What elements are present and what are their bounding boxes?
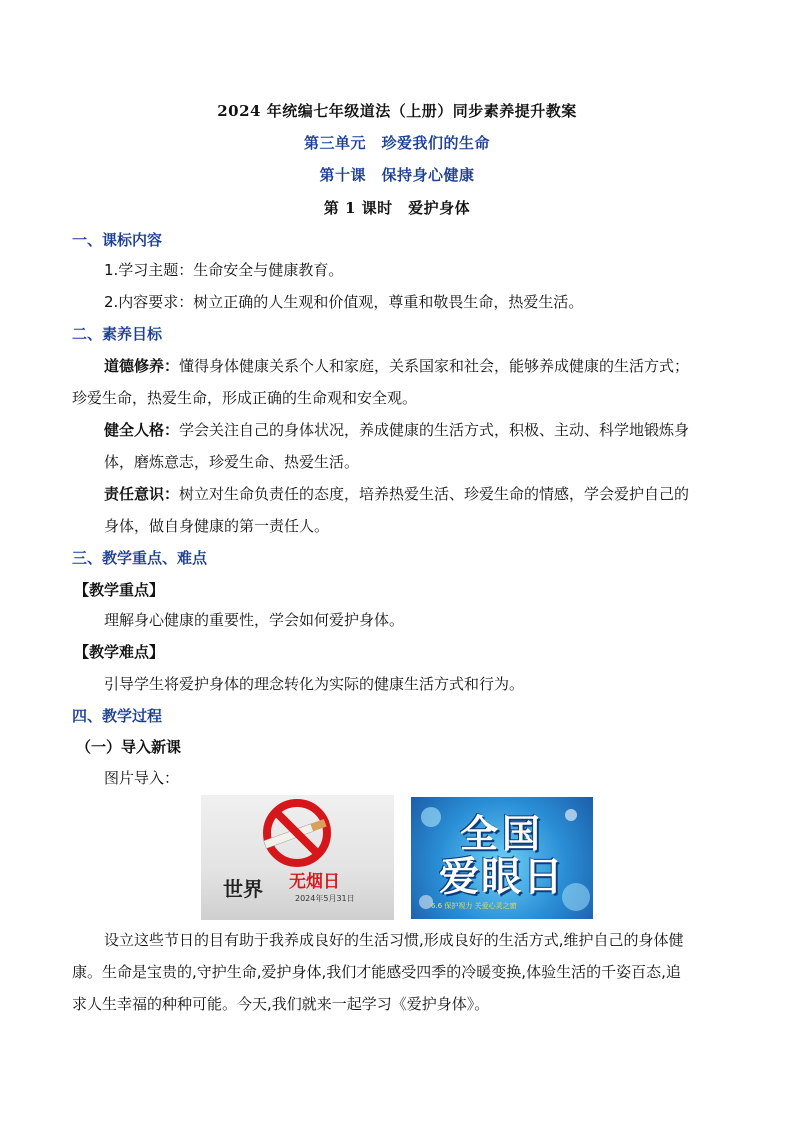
moral-text-1: 懂得身体健康关系个人和家庭，关系国家和社会，能够养成健康的生活方式； <box>179 357 690 375</box>
personality-line-1 <box>104 419 689 441</box>
moral-line-1 <box>104 355 689 377</box>
responsibility-label: 责任意识： <box>104 485 180 503</box>
section-1-heading: 一、课标内容 <box>72 231 163 249</box>
unit-title: 第三单元 珍爱我们的生命 <box>303 134 490 152</box>
intro-para-line-3: 求人生幸福的种种可能。今天,我们就来一起学习《爱护身体》。 <box>72 995 490 1013</box>
responsibility-line-1 <box>104 483 689 505</box>
moral-line-2: 珍爱生命，热爱生命，形成正确的生命观和安全观。 <box>72 389 418 407</box>
moral-label: 道德修养： <box>104 357 180 375</box>
difficulty-label: 【教学难点】 <box>74 643 165 661</box>
intro-para-line-1: 设立这些节日的目有助于我养成良好的生活习惯,形成良好的生活方式,维护自己的身体健 <box>104 931 684 949</box>
key-point-text: 理解身心健康的重要性，学会如何爱护身体。 <box>104 611 405 629</box>
personality-line-2: 体，磨炼意志，珍爱生命、热爱生活。 <box>104 453 360 471</box>
key-point-label: 【教学重点】 <box>74 581 165 599</box>
subsection-intro: （一）导入新课 <box>76 738 182 756</box>
responsibility-line-2: 身体，做自身健康的第一责任人。 <box>104 517 330 535</box>
personality-label: 健全人格： <box>104 421 180 439</box>
period-title: 第 1 课时 爱护身体 <box>323 199 471 217</box>
eye-day-caption: 6.6 保护视力 关爱心灵之窗 <box>431 902 517 910</box>
no-tobacco-text: 无烟日 <box>289 872 340 892</box>
lesson-title: 第十课 保持身心健康 <box>319 166 475 184</box>
personality-text-1: 学会关注自己的身体状况，养成健康的生活方式，积极、主动、科学地锻炼身 <box>179 421 690 439</box>
section-2-heading: 二、素养目标 <box>72 325 163 343</box>
national-text: 全国 <box>459 812 544 856</box>
section-4-heading: 四、教学过程 <box>72 707 163 725</box>
standard-item-1: 1.学习主题：生命安全与健康教育。 <box>104 261 344 279</box>
eye-day-text: 爱眼日 <box>439 854 565 900</box>
doc-title: 2024 年统编七年级道法（上册）同步素养提升教案 <box>217 102 577 120</box>
difficulty-text: 引导学生将爱护身体的理念转化为实际的健康生活方式和行为。 <box>104 675 525 693</box>
intro-para-line-2: 康。生命是宝贵的,守护生命,爱护身体,我们才能感受四季的冷暖变换,体验生活的千姿百态,追 <box>72 963 681 981</box>
responsibility-text-1: 树立对生命负责任的态度，培养热爱生活、珍爱生命的情感，学会爱护自己的 <box>179 485 690 503</box>
picture-intro: 图片导入： <box>104 769 180 787</box>
no-tobacco-date: 2024年5月31日 <box>295 894 355 903</box>
no-tobacco-day-image <box>201 795 394 920</box>
world-text: 世界 <box>223 877 263 901</box>
eye-care-day-image <box>411 797 593 919</box>
section-3-heading: 三、教学重点、难点 <box>72 549 208 567</box>
standard-item-2: 2.内容要求：树立正确的人生观和价值观，尊重和敬畏生命，热爱生活。 <box>104 293 584 311</box>
